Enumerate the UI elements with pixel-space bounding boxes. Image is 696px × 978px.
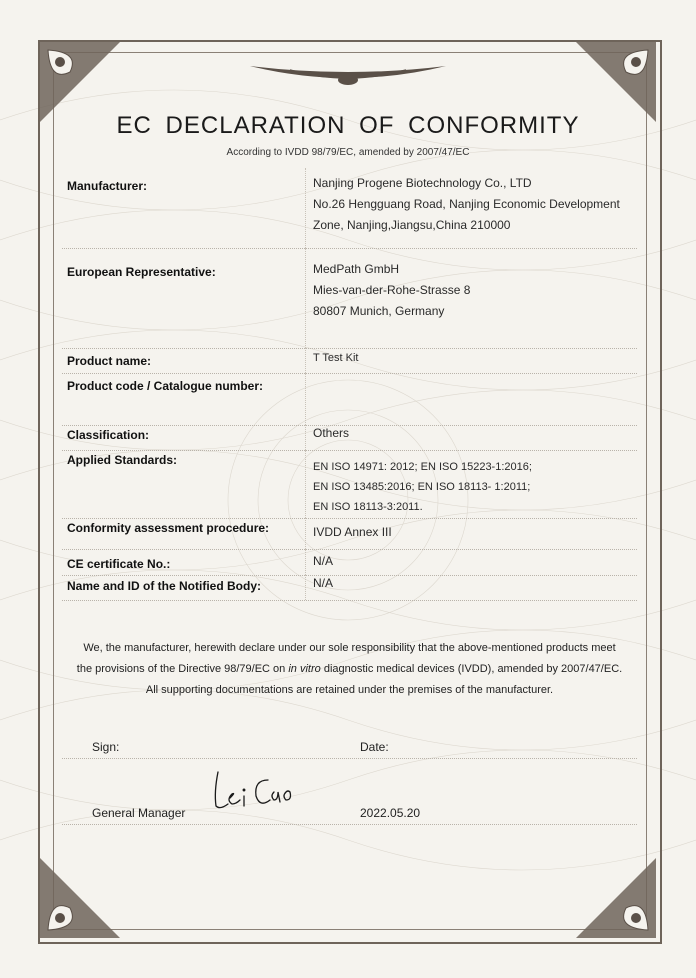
row-classification [62,425,637,451]
manufacturer-line-1: Nanjing Progene Biotechnology Co., LTD [313,176,532,190]
value-applied-standards [313,457,532,517]
row-applied-standards [62,450,637,519]
row-ce-certificate [62,549,637,576]
european-rep-line-1: MedPath GmbH [313,262,400,276]
date-label: Date: [360,740,389,754]
label-classification: Classification: [67,428,150,442]
label-notified-body: Name and ID of the Notified Body: [67,579,262,593]
declaration-line-3: All supporting documentations are retained under the premises of the manufacturer. [145,684,554,696]
corner-ornament-top-right [576,42,656,122]
sign-label: Sign: [92,740,120,754]
page-subtitle: According to IVDD 98/79/EC, amended by 2007/47/EC [226,147,470,158]
row-notified-body [62,575,637,601]
row-product-code [62,373,637,426]
manufacturer-line-2: No.26 Hengguang Road, Nanjing Economic Development [313,197,620,211]
value-conformity-procedure: IVDD Annex III [313,525,392,539]
row-european-representative [62,248,637,349]
row-manufacturer [62,168,637,249]
standards-line-2: EN ISO 13485:2016; EN ISO 18113- 1:2011; [313,481,531,493]
row-product-name [62,348,637,374]
corner-ornament-bottom-right [576,858,656,938]
signatory-position: General Manager [92,806,186,820]
sign-row [62,740,637,759]
value-manufacturer [313,173,620,236]
label-applied-standards: Applied Standards: [67,453,178,467]
value-product-name: T Test Kit [313,352,359,364]
european-rep-line-3: 80807 Munich, Germany [313,304,445,318]
signature-date: 2022.05.20 [360,806,421,820]
value-notified-body: N/A [313,576,334,590]
declaration-line-2: the provisions of the Directive 98/79/EC on in vitro diagnostic medical devices (IVDD), amended by 2007/47/EC. [76,663,623,675]
corner-ornament-bottom-left [40,858,120,938]
row-conformity-procedure [62,518,637,550]
declaration-text [62,638,637,701]
general-manager-row [62,806,637,825]
value-classification: Others [313,426,350,440]
european-rep-line-2: Mies-van-der-Rohe-Strasse 8 [313,283,471,297]
label-product-code: Product code / Catalogue number: [67,379,264,393]
page-title: EC DECLARATION OF CONFORMITY [116,112,580,139]
label-european-representative: European Representative: [67,265,216,279]
corner-ornament-top-left [40,42,120,122]
standards-line-1: EN ISO 14971: 2012; EN ISO 15223-1:2016; [313,461,532,473]
declaration-line-1: We, the manufacturer, herewith declare under our sole responsibility that the above-mentioned products meet [83,642,616,654]
label-manufacturer: Manufacturer: [67,179,148,193]
value-european-representative [313,259,470,322]
top-center-ornament [250,60,446,90]
value-ce-certificate: N/A [313,554,334,568]
label-product-name: Product name: [67,354,152,368]
standards-line-3: EN ISO 18113-3:2011. [313,501,423,513]
manufacturer-line-3: Zone, Nanjing,Jiangsu,China 210000 [313,218,511,232]
label-ce-certificate: CE certificate No.: [67,557,171,571]
label-conformity-procedure: Conformity assessment procedure: [67,521,270,535]
